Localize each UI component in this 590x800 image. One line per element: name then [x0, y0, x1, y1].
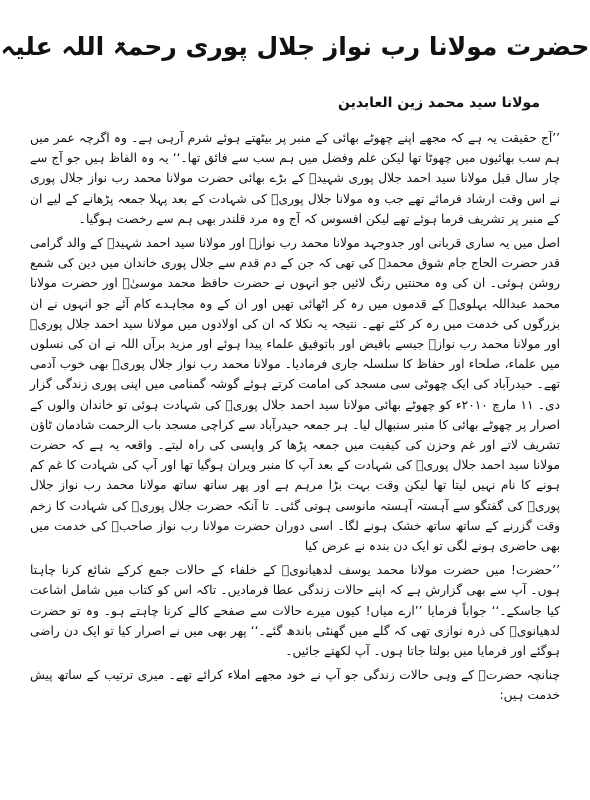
author-name: مولانا سید محمد زین العابدین — [337, 95, 540, 111]
article-title: حضرت مولانا رب نواز جلال پوری رحمۃ اللہ علیہ — [0, 32, 590, 61]
paragraph-2: اصل میں یہ ساری قربانی اور جدوجہد مولانا محمد رب نوازؒ اور مولانا سید احمد شہیدؒ کے والد گرامی قدر حضرت الحاج جام شوق محمدؒ کی تھی کہ جن کے دم قدم سے جلال پوری خاندان میں دین کی شمع روشن ہوئی۔ ان کی وہ محنتیں رنگ لائیں جو انہوں نے حضرت حافظ محمد موسیٰؒ اور حضرت مولانا محمد عبداللہ بہلویؒ کے قدموں میں رہ کر اٹھائی تھیں اور ان کے وہ مجاہدے کام آئے جو انہوں نے ان بزرگوں کی خدمت میں رہ کر کئے تھے۔ نتیجہ یہ نکلا کہ ان کی اولادوں میں مولانا سید احمد جلال پوریؒ اور مولانا محمد رب نوازؒ جیسے بافیض اور باتوفیق علماء پیدا ہوئے اور مزید برآں اللہ نے ان کی نسلوں میں علماء، صلحاء اور حفاظ کا سلسلہ جاری فرمادیا۔ مولانا محمد رب نواز جلال پوریؒ بھی خوب آدمی تھے۔ حیدرآباد کی ایک چھوٹی سی مسجد کی امامت کرتے ہوئے گوشہ گمنامی میں اپنی پوری زندگی گزار دی۔ ۱۱ مارچ ۲۰۱۰ء کو چھوٹے بھائی مولانا سید احمد جلال پوریؒ کی شہادت ہوئی تو خاندان والوں کے اصرار پر چھوٹے بھائی کا منبر سنبھال لیا۔ ہر جمعہ حیدرآباد سے کراچی مسجد باب الرحمت شادمان ٹاؤن تشریف لاتے اور غم وحزن کی کیفیت میں جمعہ پڑھا کر واپسی کی راہ لیتے۔ واقعہ یہ ہے کہ حضرت مولانا سید احمد جلال پوریؒ کی شہادت کے بعد آپ کا منبر ویران ہوگیا تھا اور آپ کی شہادت کا غم کم ہونے کا نام نہیں لیتا تھا لیکن وقت بہت بڑا مرہم ہے اور پھر ساتھ ساتھ مولانا محمد رب نواز جلال پوریؒ کی گفتگو سے آہستہ آہستہ مانوسی ہوتی گئی۔ تا آنکہ حضرت جلال پوریؒ کی شہادت کا زخم وقت گزرنے کے ساتھ ساتھ خشک ہونے لگا۔ اسی دوران حضرت مولانا رب نواز صاحبؒ کی خدمت میں بھی حاضری ہونے لگی تو ایک دن بندہ نے عرض کیا — [30, 236, 561, 554]
paragraph-3: ’’حضرت! میں حضرت مولانا محمد یوسف لدھیانویؒ کے خلفاء کے حالات جمع کرکے شائع کرنا چاہتا ہوں۔ آپ سے بھی گزارش ہے کہ اپنے حالات زندگی عطا فرمادیں۔ تاکہ اس کو کتاب میں شامل اشاعت کیا جاسکے۔‘‘ جواباً فرمایا ’’ارے میاں! کیوں میرے حالات سے صفحے کالے کرنا چاہتے ہو۔ وہ تو حضرت لدھیانویؒ کی ذرہ نوازی تھی کہ گلے میں گھنٹی باندھ گئے۔‘‘ پھر بھی میں نے اصرار کیا تو ایک دن راضی ہوگئے اور فرمایا میں بولتا جاتا ہوں۔ آپ لکھتے جائیں۔ — [30, 563, 560, 659]
paragraph-4: چنانچہ حضرتؒ کے وہی حالات زندگی جو آپ نے خود مجھے املاء کرائے تھے۔ میری ترتیب کے ساتھ پیش خدمت ہیں: — [30, 668, 560, 703]
paragraph-1: ’’آج حقیقت یہ ہے کہ مجھے اپنے چھوٹے بھائی کے منبر پر بیٹھتے ہوئے شرم آرہی ہے۔ وہ اگرچہ عمر میں ہم سب بھائیوں میں چھوٹا تھا لیکن علم وفضل میں ہم سب سے فائق تھا۔‘‘ یہ وہ الفاظ ہیں جو آج سے چار سال قبل مولانا سید احمد جلال پوری شہیدؒ کے بڑے بھائی حضرت مولانا محمد رب نواز جلال پوری نے اس وقت ارشاد فرمائے تھے جب وہ مولانا جلال پوریؒ کی شہادت کے بعد پہلا جمعہ پڑھانے کے لیے ان کے منبر پر تشریف فرما ہوئے تھے لیکن افسوس کہ آج وہ مرد قلندر بھی ہم سے رخصت ہوگیا۔ — [30, 131, 560, 226]
article-body — [30, 128, 560, 710]
